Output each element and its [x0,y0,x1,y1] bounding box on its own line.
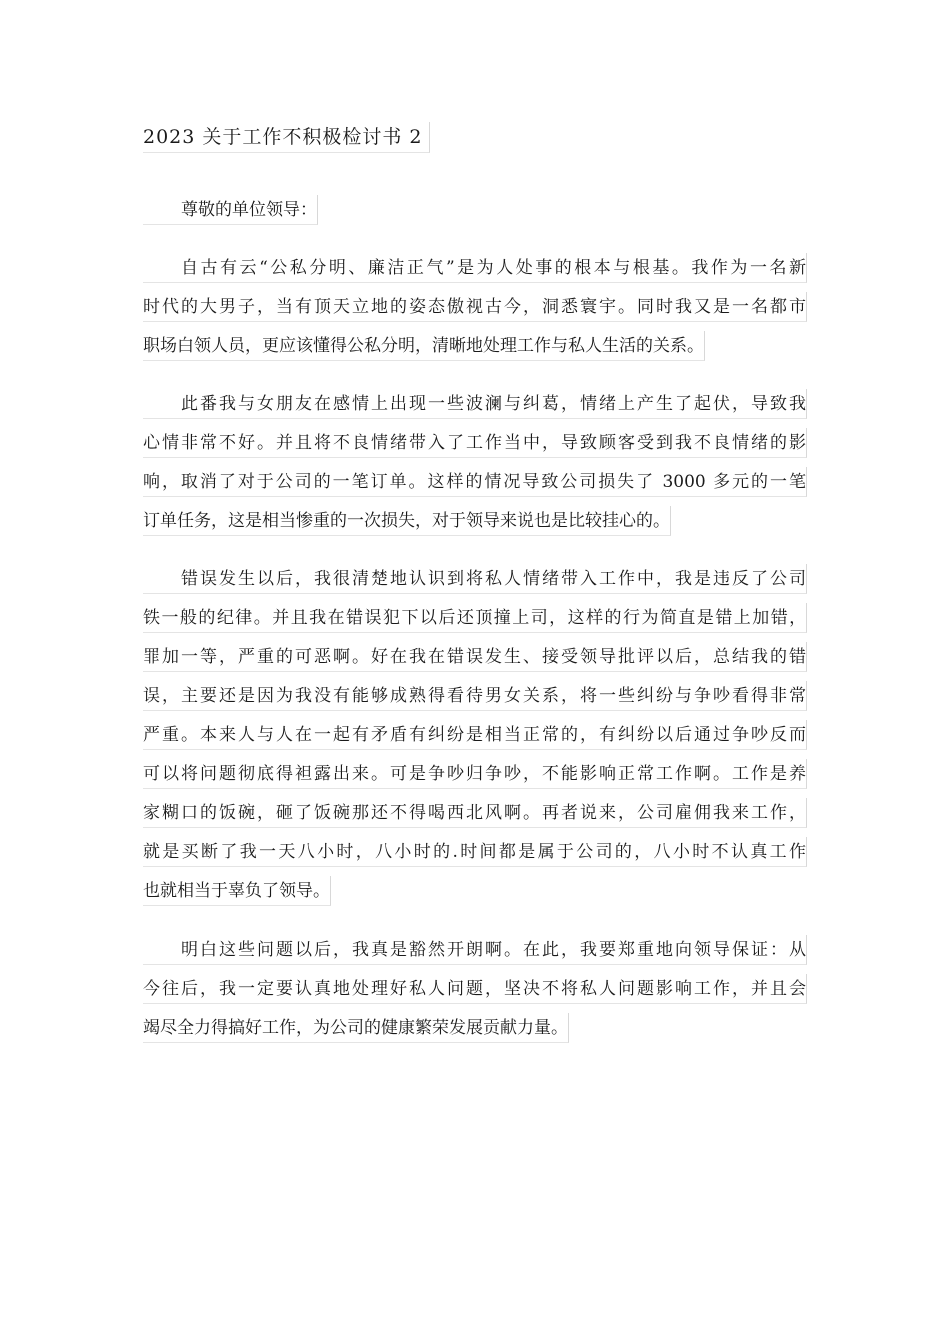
paragraph-2-line-4: 订单任务，这是相当惨重的一次损失，对于领导来说也是比较挂心的。 [143,506,671,536]
paragraph-1-line-3: 职场白领人员，更应该懂得公私分明，清晰地处理工作与私人生活的关系。 [143,331,705,361]
paragraph-2-line-1: 此番我与女朋友在感情上出现一些波澜与纠葛，情绪上产生了起伏，导致我 [143,389,807,419]
paragraph-3-line-7: 家糊口的饭碗，砸了饭碗那还不得喝西北风啊。再者说来，公司雇佣我来工作， [143,798,807,828]
salutation: 尊敬的单位领导： [143,195,318,225]
paragraph-3-line-1: 错误发生以后，我很清楚地认识到将私人情绪带入工作中，我是违反了公司 [143,564,807,594]
paragraph-3-line-5: 严重。本来人与人在一起有矛盾有纠纷是相当正常的，有纠纷以后通过争吵反而 [143,720,807,750]
paragraph-4-line-1: 明白这些问题以后，我真是豁然开朗啊。在此，我要郑重地向领导保证：从 [143,935,807,965]
paragraph-3-line-3: 罪加一等，严重的可恶啊。好在我在错误发生、接受领导批评以后，总结我的错 [143,642,807,672]
document-title: 2023 关于工作不积极检讨书 2 [143,122,430,153]
paragraph-1-line-1: 自古有云“公私分明、廉洁正气”是为人处事的根本与根基。我作为一名新 [143,253,807,283]
paragraph-3-line-8: 就是买断了我一天八小时，八小时的.时间都是属于公司的，八小时不认真工作 [143,837,807,867]
paragraph-3-line-2: 铁一般的纪律。并且我在错误犯下以后还顶撞上司，这样的行为简直是错上加错， [143,603,807,633]
paragraph-4-line-3: 竭尽全力得搞好工作，为公司的健康繁荣发展贡献力量。 [143,1013,569,1043]
paragraph-4-line-2: 今往后，我一定要认真地处理好私人问题，坚决不将私人问题影响工作，并且会 [143,974,807,1004]
paragraph-3-line-9: 也就相当于辜负了领导。 [143,876,331,906]
paragraph-2-line-3: 响，取消了对于公司的一笔订单。这样的情况导致公司损失了 3000 多元的一笔 [143,467,807,497]
paragraph-2-line-2: 心情非常不好。并且将不良情绪带入了工作当中，导致顾客受到我不良情绪的影 [143,428,807,458]
paragraph-3-line-6: 可以将问题彻底得袒露出来。可是争吵归争吵，不能影响正常工作啊。工作是养 [143,759,807,789]
paragraph-1-line-2: 时代的大男子，当有顶天立地的姿态傲视古今，洞悉寰宇。同时我又是一名都市 [143,292,807,322]
paragraph-3-line-4: 误，主要还是因为我没有能够成熟得看待男女关系，将一些纠纷与争吵看得非常 [143,681,807,711]
